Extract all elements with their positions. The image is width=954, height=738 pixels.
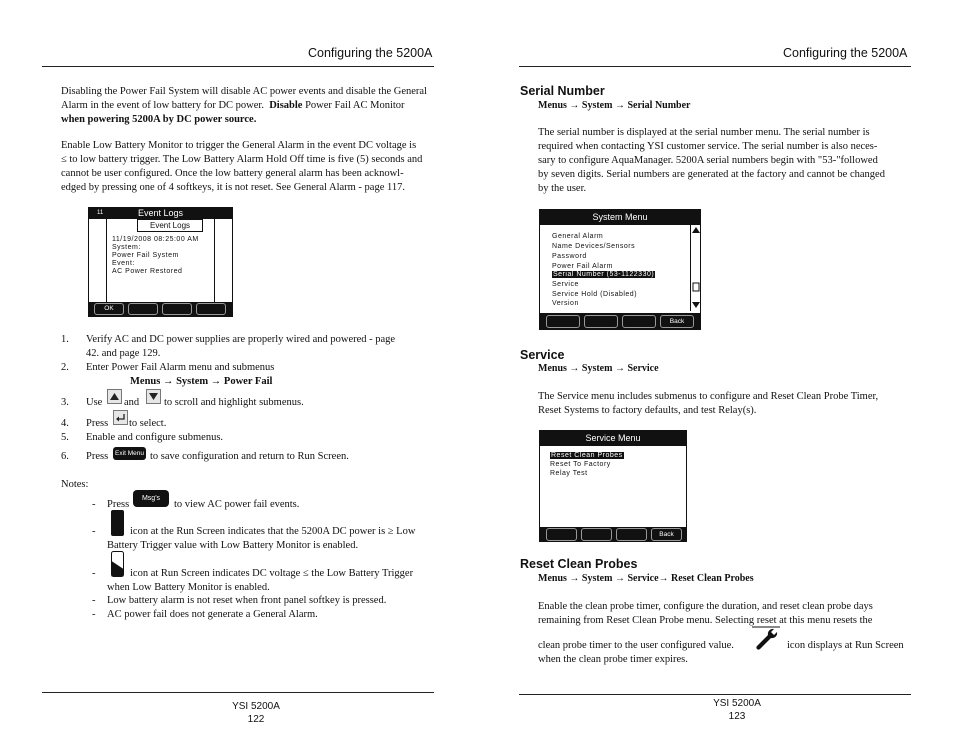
step-number: 1. (61, 334, 69, 345)
steps-list (61, 333, 441, 389)
reset-line-3 (538, 639, 918, 653)
system-menu-screen (539, 209, 701, 330)
menu-item-selected[interactable]: Reset Clean Probes (551, 452, 623, 459)
menu-path-reset: Menus → System → Service→ Reset Clean Probes (538, 573, 754, 584)
msgs-key: Msg's (133, 490, 169, 507)
footer-rule (519, 694, 911, 695)
para-line: Disabling the Power Fail System will disable AC power events and disable the General (61, 86, 427, 97)
screen-title-bar: Service Menu (540, 431, 686, 446)
softkey-ok[interactable]: OK (94, 303, 124, 315)
menu-item[interactable]: Service Hold (Disabled) (552, 291, 638, 298)
step-text: to save configuration and return to Run Screen. (150, 451, 349, 462)
event-logs-screen (88, 207, 233, 317)
note-text: Press (107, 499, 130, 510)
notes-label: Notes: (61, 479, 89, 490)
page-number: 123 (728, 711, 746, 722)
step-text: 42. and page 129. (86, 348, 161, 359)
note-text: icon at the Run Screen indicates that the 5200A DC power is ≥ Low (130, 526, 416, 537)
step-text: Press (86, 451, 109, 462)
note-text: Battery Trigger value with Low Battery Monitor is enabled. (107, 540, 359, 551)
note-2 (92, 510, 442, 554)
note-dash: - (92, 526, 96, 537)
softkey-2[interactable] (581, 528, 612, 541)
footer-model: YSI 5200A (713, 698, 761, 709)
event-logs-popup (106, 218, 215, 305)
para-bold-line: when powering 5200A by DC power source. (61, 114, 257, 125)
section-heading-service: Service (520, 348, 565, 362)
page-footer (687, 697, 787, 723)
note-dash: - (92, 609, 96, 620)
step-number: 2. (61, 362, 69, 373)
step-text: to select. (129, 418, 167, 429)
page-header: Configuring the 5200A (308, 46, 433, 60)
softkey-2[interactable] (128, 303, 158, 315)
para-line: by the user. (538, 183, 587, 194)
step-text: Use (86, 397, 103, 408)
note-1 (92, 490, 442, 512)
menu-path-serial: Menus → System → Serial Number (538, 100, 691, 111)
step-text: Press (86, 418, 109, 429)
screen-title-bar: System Menu (540, 210, 700, 225)
para-line: The serial number is displayed at the serial number menu. The serial number is (538, 127, 870, 138)
step-number: 5. (61, 432, 69, 443)
note-dash: - (92, 595, 96, 606)
softkey-1[interactable] (546, 315, 580, 328)
serial-paragraph (538, 126, 918, 196)
para-text: Power Fail AC Monitor (305, 100, 405, 111)
note-text: Low battery alarm is not reset when front panel softkey is pressed. (107, 595, 387, 606)
service-menu-screen (539, 430, 687, 542)
para-bold: Disable (269, 100, 303, 111)
menu-item[interactable]: Power Fail Alarm (552, 263, 613, 270)
menu-item[interactable]: Service (552, 281, 579, 288)
log-line: Power Fail System (112, 252, 179, 259)
exit-menu-key: Exit Menu (113, 447, 146, 460)
log-line: System: (112, 244, 141, 251)
step-2-path (61, 375, 441, 389)
section-heading-reset: Reset Clean Probes (520, 557, 638, 571)
softkey-back[interactable]: Back (651, 528, 682, 541)
step-text: Enter Power Fail Alarm menu and submenus (86, 362, 275, 373)
para-line (61, 99, 441, 113)
note-dash: - (92, 499, 96, 510)
para-text: Alarm in the event of low battery for DC power. (61, 100, 264, 111)
low-battery-icon (111, 551, 124, 577)
note-3 (92, 551, 442, 595)
softkey-back[interactable]: Back (660, 315, 694, 328)
menu-item[interactable]: Version (552, 300, 579, 307)
para-line: Reset Systems to factory defaults, and test Relay(s). (538, 405, 757, 416)
step-number: 6. (61, 451, 69, 462)
step-text: Enable and configure submenus. (86, 432, 224, 443)
step-number: 4. (61, 418, 69, 429)
step-1 (61, 333, 441, 347)
footer-rule (42, 692, 434, 693)
softkey-bar (89, 302, 232, 316)
step-2 (61, 361, 441, 375)
section-heading-serial: Serial Number (520, 84, 605, 98)
para-line: remaining from Reset Clean Probe menu. Selecting reset at this menu resets the (538, 615, 873, 626)
page-number: 122 (247, 714, 265, 725)
full-battery-icon (111, 510, 124, 536)
header-rule (519, 66, 911, 67)
step-4 (61, 410, 441, 432)
para-line: The Service menu includes submenus to configure and Reset Clean Probe Timer, (538, 391, 879, 402)
menu-item[interactable]: Reset To Factory (550, 461, 611, 468)
note-dash: - (92, 568, 96, 579)
para-line: edged by pressing one of 4 softkeys, it is not reset. See General Alarm - page 117. (61, 182, 405, 193)
intro-paragraph (61, 85, 441, 127)
page-header: Configuring the 5200A (783, 46, 908, 60)
menu-item[interactable]: General Alarm (552, 233, 604, 240)
scrollbar[interactable] (690, 225, 701, 311)
note-text: AC power fail does not generate a General Alarm. (107, 609, 318, 620)
softkey-4[interactable] (196, 303, 226, 315)
para-line: sary to configure AquaManager. 5200A serial numbers begin with "53-"followed (538, 155, 878, 166)
enter-icon (113, 410, 128, 425)
para-line: Enable the clean probe timer, configure the duration, and reset clean probe days (538, 601, 873, 612)
log-line: 11/19/2008 08:25:00 AM (112, 236, 199, 243)
para-line: required when contacting YSI customer service. The serial number is also neces- (538, 141, 878, 152)
note-text: to view AC power fail events. (174, 499, 300, 510)
right-page (477, 0, 954, 738)
menu-item[interactable]: Relay Test (550, 470, 588, 477)
softkey-1[interactable] (546, 528, 577, 541)
softkey-bar (540, 527, 686, 541)
note-text: when Low Battery Monitor is enabled. (107, 582, 270, 593)
header-rule (42, 66, 434, 67)
footer-model: YSI 5200A (232, 701, 280, 712)
para-line: by seven digits. Serial numbers are generated at the factory and cannot be changed (538, 169, 885, 180)
menu-path-service: Menus → System → Service (538, 363, 659, 374)
screen-title-bar: Event Logs (89, 208, 232, 219)
page-footer (206, 700, 306, 726)
para-line: Enable Low Battery Monitor to trigger the General Alarm in the event DC voltage is (61, 140, 417, 151)
para-text: clean probe timer to the user configured value. (538, 640, 734, 651)
step-text: and (124, 397, 140, 408)
popup-title: Event Logs (137, 219, 203, 232)
step-6 (61, 447, 441, 467)
log-line: AC Power Restored (112, 268, 183, 275)
reset-line-4: when the clean probe timer expires. (538, 654, 688, 665)
menu-item[interactable]: Password (552, 253, 587, 260)
side-char: 11 (97, 210, 104, 216)
step-1-cont (61, 347, 441, 361)
step-text: Verify AC and DC power supplies are properly wired and powered - page (86, 334, 396, 345)
low-battery-paragraph (61, 139, 446, 195)
log-line: Event: (112, 260, 135, 267)
note-text: icon at Run Screen indicates DC voltage ≤ the Low Battery Trigger (130, 568, 414, 579)
up-arrow-icon (107, 389, 122, 404)
para-line: ≤ to low battery trigger. The Low Battery Alarm Hold Off time is five (5) seconds and (61, 154, 423, 165)
menu-item-selected[interactable]: Serial Number (53-1122330) (553, 271, 655, 278)
menu-path: Menus → System → Power Fail (130, 376, 273, 387)
softkey-2[interactable] (584, 315, 618, 328)
softkey-bar (540, 313, 700, 329)
para-line: cannot be user configured. Once the low battery general alarm has been acknowl- (61, 168, 404, 179)
step-number: 3. (61, 397, 69, 408)
para-text: icon displays at Run Screen (787, 640, 904, 651)
down-arrow-icon (146, 389, 161, 404)
softkey-3[interactable] (622, 315, 656, 328)
service-paragraph (538, 390, 918, 418)
menu-item[interactable]: Name Devices/Sensors (552, 243, 636, 250)
step-text: to scroll and highlight submenus. (164, 397, 304, 408)
softkey-3[interactable] (616, 528, 647, 541)
reset-paragraph (538, 600, 918, 628)
softkey-3[interactable] (162, 303, 192, 315)
